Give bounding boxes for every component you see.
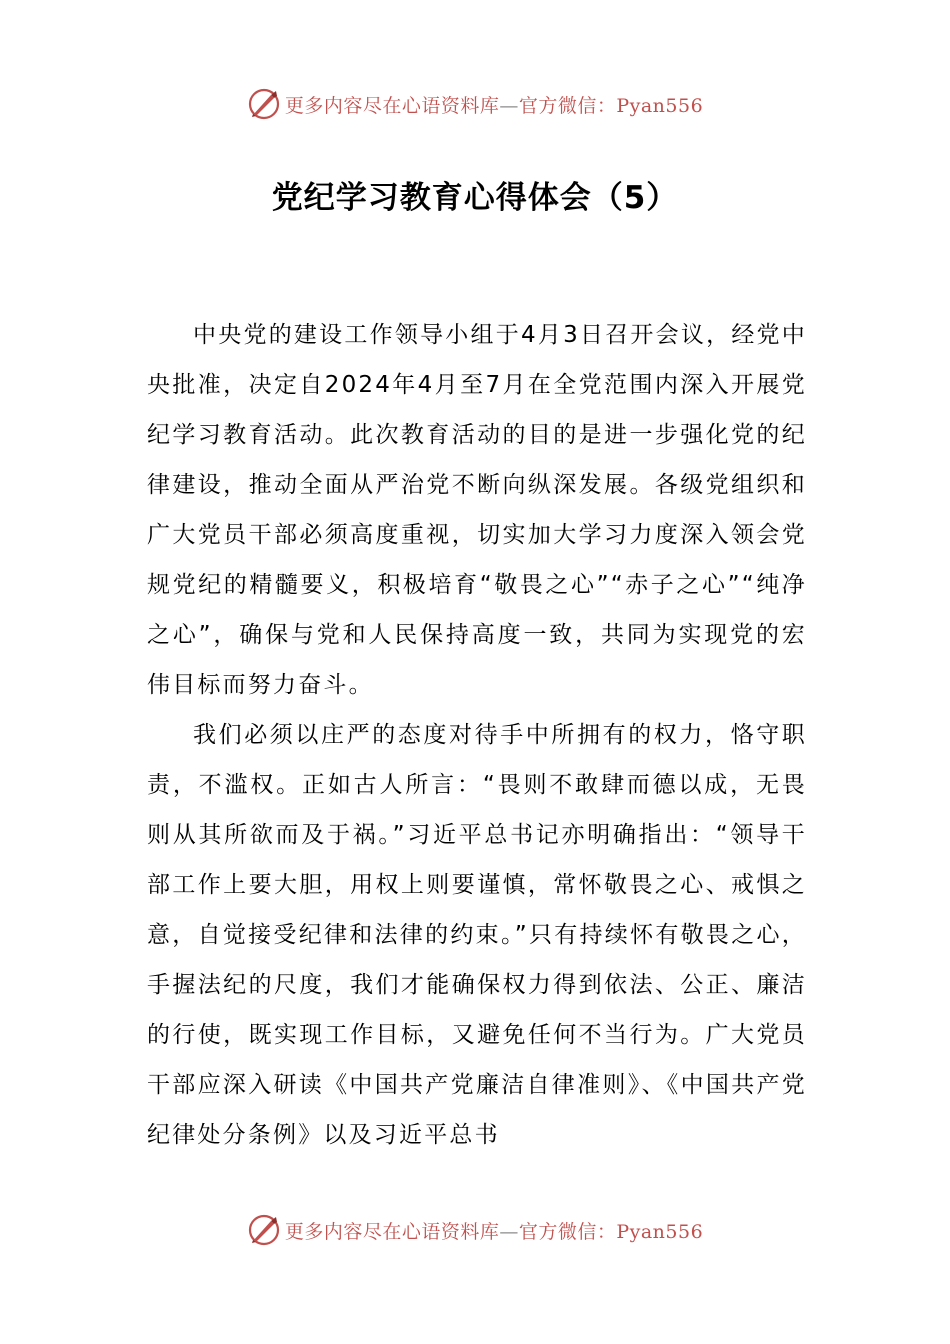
header-banner-dash: — xyxy=(499,94,519,117)
header-banner-wechat: 官方微信：Pyan556 xyxy=(518,94,704,117)
footer-banner-main: 更多内容尽在心语资料库 xyxy=(284,1220,500,1243)
footer-banner-wechat: 官方微信：Pyan556 xyxy=(518,1220,704,1243)
paragraph-1: 中央党的建设工作领导小组于4月3日召开会议，经党中央批准，决定自2024年4月至7月在全党范围内深入开展党纪学习教育活动。此次教育活动的目的是进一步强化党的纪律建设，推动全面从严治党不断向纵深发展。各级党组织和广大党员干部必须高度重视，切实加大学习力度深入领会党规党纪的精髓要义，积极培育“敬畏之心”“赤子之心”“纯净之心”，确保与党和人民保持高度一致，共同为实现党的宏伟目标而努力奋斗。 xyxy=(147,322,807,698)
header-banner-content xyxy=(247,87,703,121)
footer-banner-text xyxy=(285,1217,703,1244)
header-banner-main: 更多内容尽在心语资料库 xyxy=(284,94,500,117)
footer-watermark-banner xyxy=(0,1210,950,1250)
paragraph-2: 我们必须以庄严的态度对待手中所拥有的权力，恪守职责，不滥权。正如古人所言：“畏则不敢肆而德以成，无畏则从其所欲而及于祸。”习近平总书记亦明确指出：“领导干部工作上要大胆，用权上则要谨慎，常怀敬畏之心、戒惧之意，自觉接受纪律和法律的约束。”只有持续怀有敬畏之心，手握法纪的尺度，我们才能确保权力得到依法、公正、廉洁的行使，既实现工作目标，又避免任何不当行为。广大党员干部应深入研读《中国共产党廉洁自律准则》、《中国共产党纪律处分条例》以及习近平总书 xyxy=(147,722,807,1148)
footer-banner-dash: — xyxy=(499,1220,519,1243)
header-watermark-banner xyxy=(0,84,950,124)
header-banner-text xyxy=(285,91,703,118)
footer-banner-content xyxy=(247,1213,703,1247)
quill-pen-logo-icon xyxy=(247,87,281,121)
quill-pen-logo-icon xyxy=(247,1213,281,1247)
document-body xyxy=(147,310,807,1160)
document-title: 党纪学习教育心得体会（5） xyxy=(271,180,679,216)
